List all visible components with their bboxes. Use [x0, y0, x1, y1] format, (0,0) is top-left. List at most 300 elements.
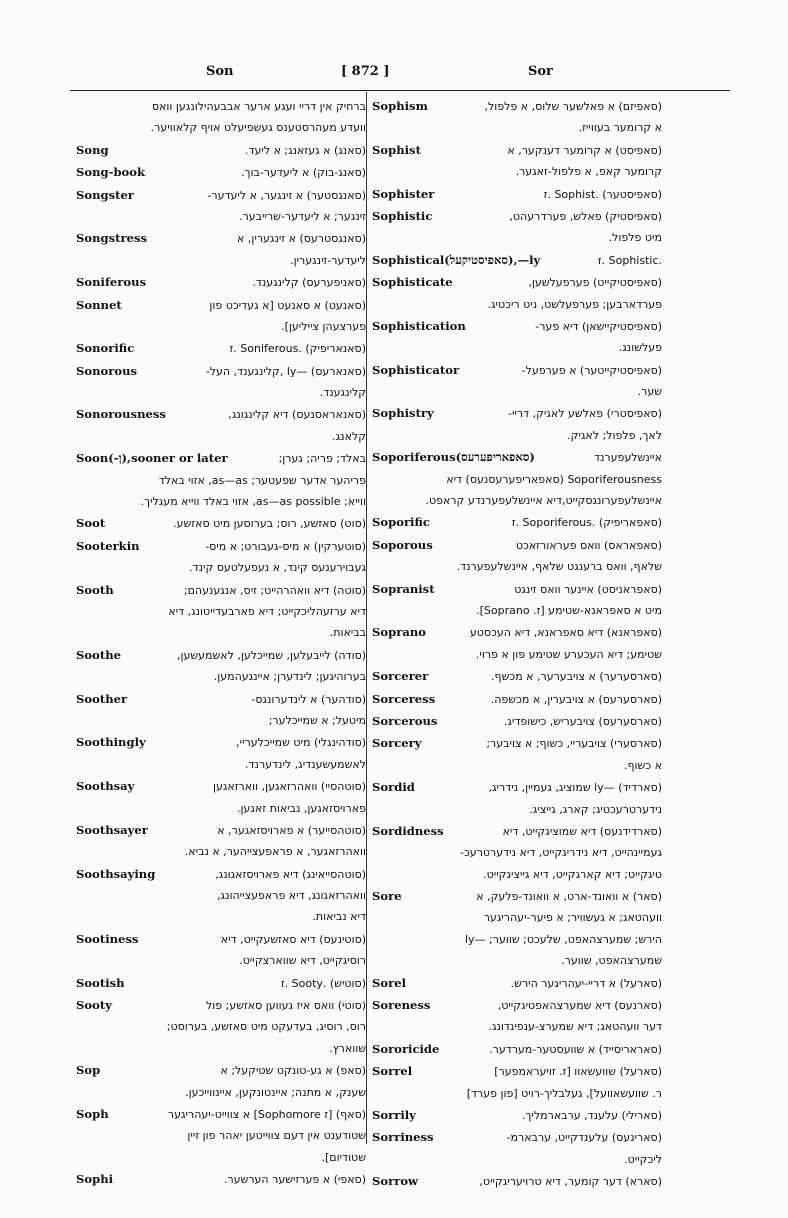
entry-line	[76, 776, 366, 797]
dictionary-entry	[76, 1060, 366, 1103]
dictionary-entry	[76, 96, 366, 139]
definition-text: וואהרזאגער, א פראפעצייהער, א נביא.	[184, 845, 366, 859]
headword: Soon(-ן),sooner or later	[76, 451, 228, 466]
entry-line	[76, 885, 366, 906]
dictionary-entry	[372, 1105, 662, 1126]
definition-text: (סארדיד) —ly שמוציג, געמיין, נידריג,	[488, 781, 662, 795]
definition-text: א כשוף.	[624, 758, 662, 772]
definition-text: (סאפיזם) א פאלשער שלוס, א פלפול,	[484, 100, 662, 113]
entry-line	[372, 403, 662, 424]
definition-text: (סוטיש) .Sooty .ז	[280, 976, 366, 990]
entry-line	[76, 557, 366, 578]
entry-line	[372, 184, 662, 205]
entry-line	[76, 536, 366, 557]
headword: Sophister	[372, 186, 435, 201]
header-left-guide-word: Son	[206, 64, 234, 79]
dictionary-entry	[372, 1127, 662, 1170]
definition-text: (סאפיסטיק) פאלש, פערדרעהט,	[509, 209, 662, 223]
definition-text: בערוהיגען; לינדערן; איינגעהמען.	[213, 670, 366, 684]
definition-text: (סארילי) עלענד, ערבארמליך.	[522, 1108, 662, 1122]
headword: Sophistry	[372, 406, 434, 421]
headword: Songstress	[76, 231, 148, 246]
entry-line	[76, 140, 366, 161]
page-number: [ 872 ]	[341, 64, 390, 79]
dictionary-entry	[76, 404, 366, 447]
definition-text: רוסיגקייט, דיא שווארצקייט.	[239, 954, 366, 968]
dictionary-entry	[76, 140, 366, 161]
header-rule	[70, 90, 730, 91]
entry-line	[372, 294, 662, 315]
page-header	[96, 62, 706, 84]
entry-line	[76, 950, 366, 971]
entry-line	[372, 1083, 662, 1104]
entry-line	[76, 162, 366, 183]
entry-line	[372, 821, 662, 842]
entry-line	[372, 755, 662, 776]
entry-line	[76, 206, 366, 227]
entry-line	[372, 1016, 662, 1037]
entry-line	[76, 228, 366, 249]
definition-text: (סאראריסייד) א שוועסטער-מערדער.	[489, 1042, 662, 1056]
definition-text: קלינגענד.	[319, 386, 366, 400]
entry-line	[372, 1127, 662, 1148]
entry-line	[372, 886, 662, 907]
entry-line	[372, 600, 662, 621]
dictionary-entry	[76, 732, 366, 775]
headword: Sororicide	[372, 1041, 440, 1056]
definition-text: ר. שוועשאוועל], געלבליך-רויט [פון פערד]	[466, 1086, 662, 1100]
headword: Sophistical(סאפיסטיקעל),—ly	[372, 252, 541, 267]
entry-line	[76, 580, 366, 601]
entry-line	[372, 689, 662, 710]
entry-line	[76, 491, 366, 512]
definition-text: (סאפיסט) א קרומער דענקער, א	[507, 143, 662, 157]
dictionary-entry	[372, 316, 662, 359]
dictionary-entry	[372, 579, 662, 622]
definition-text: וואהרזאגונג, דיא פראפעצייהונג,	[217, 889, 366, 903]
dictionary-entry	[76, 995, 366, 1059]
dictionary-entry	[372, 973, 662, 994]
definition-text: (סאנגסטרעס) א זינגערין, א	[237, 232, 366, 246]
definition-text: .Sophistic .ז	[597, 253, 662, 267]
dictionary-entry	[372, 96, 662, 139]
entry-line	[372, 425, 662, 446]
definition-text: פריהער אדער שפעטער; as—as, אזוי באלד	[158, 473, 366, 487]
headword: Sophistication	[372, 318, 466, 333]
entry-line	[76, 995, 366, 1016]
entry-line	[76, 1060, 366, 1081]
definition-text: נידערטרעכטיג; קארג, גייציג.	[529, 802, 662, 816]
definition-text: (סאנג-בוק) א ליעדער-בוך.	[241, 166, 366, 180]
headword: Soothsay	[76, 779, 135, 794]
definition-text: (סארא) דער קומער, דיא טרויעריגקייט,	[479, 1175, 662, 1189]
headword: Sophist	[372, 142, 421, 157]
headword: Soothsaying	[76, 866, 156, 881]
dictionary-entry	[76, 1104, 366, 1168]
definition-text: (סאפיסטער) .Sophist .ז	[543, 187, 662, 201]
dictionary-entry	[372, 272, 662, 315]
dictionary-entry	[372, 184, 662, 205]
definition-text: שטודענט אין דעם צווייטען יאהר פון זיין	[187, 1129, 366, 1143]
headword: Soother	[76, 691, 128, 706]
definition-text: (סוטה) דיא וואהרהייט; זיס, אנגענעהם;	[183, 583, 366, 597]
definition-text: ליכקייט.	[624, 1152, 662, 1166]
definition-text: באלד; פריה; גערן;	[278, 452, 366, 466]
headword: Sooth	[76, 582, 114, 597]
definition-text: מיט א סאפראנא-שטימע [ז. Soprano].	[476, 603, 662, 617]
entry-line	[372, 733, 662, 754]
definition-text: זינגער; א ליעדער-שרייבער.	[239, 209, 366, 223]
entry-line	[372, 666, 662, 687]
entry-line	[76, 666, 366, 687]
entry-line	[372, 799, 662, 820]
headword: Sooty	[76, 998, 112, 1013]
entry-line	[372, 535, 662, 556]
headword: Sophisticator	[372, 362, 460, 377]
headword: Soothingly	[76, 735, 146, 750]
definition-text: (סאר) א וואונד-ארט, א וואונד-פלעק, א	[476, 890, 662, 904]
headword: Sootiness	[76, 931, 139, 946]
entry-line	[76, 732, 366, 753]
definition-text: (סאפיסטרי) פאלשע לאגיק, דריי-	[508, 407, 662, 421]
definition-text: ברחיק אין דריי ועגע ארער אבבעהילונגען וואס	[151, 100, 366, 113]
dictionary-entry	[76, 361, 366, 404]
dictionary-entry	[76, 776, 366, 819]
entry-line	[76, 338, 366, 359]
definition-text: שטודיום].	[321, 1150, 366, 1164]
entry-line	[372, 644, 662, 665]
entry-line	[76, 295, 366, 316]
entry-line	[372, 1105, 662, 1126]
definition-text: פארויסזאגען, נביאות זאגען.	[237, 801, 366, 815]
headword: Sophisticate	[372, 275, 453, 290]
entry-line	[372, 272, 662, 293]
headword: Soothsayer	[76, 822, 148, 837]
entry-line	[372, 973, 662, 994]
definition-text: (סארסערעס) א צויבערין, א מכשפה.	[490, 692, 662, 706]
dictionary-entry	[76, 228, 366, 271]
definition-text: (סאנעט) א סאנעט [א געדיכט פון	[209, 298, 366, 312]
entry-line	[76, 754, 366, 775]
entry-line	[76, 426, 366, 447]
definition-text: מיט פלפול.	[608, 231, 662, 245]
definition-text: (סאפיסטיקייט) פערפעלשען,	[528, 276, 662, 290]
headword: Sonorousness	[76, 407, 166, 422]
headword: Sonorific	[76, 341, 135, 356]
headword: Sooterkin	[76, 538, 140, 553]
entry-line	[76, 448, 366, 469]
headword: Soporiferous(סאפאריפערעס)	[372, 450, 535, 465]
headword: Sonnet	[76, 297, 122, 312]
headword: Soniferous	[76, 275, 147, 290]
headword: Soph	[76, 1106, 109, 1121]
entry-line	[372, 140, 662, 161]
definition-text: (סאנארעס) —ly ,קלינגענד, העל-	[205, 364, 366, 378]
definition-text: (סוטערקין) א מיס-געבורט; א מיס-	[205, 539, 366, 553]
headword: Song	[76, 142, 109, 157]
headword: Sopranist	[372, 581, 435, 596]
definition-text: (סודהינגלי) מיט שמייכלעריי,	[236, 736, 366, 750]
definition-text: א קרומער בעווייז.	[578, 121, 662, 135]
definition-text: (סארדידנעס) דיא שמוציגקייט, דיא	[502, 824, 662, 838]
entry-line	[372, 250, 662, 271]
entry-line	[372, 360, 662, 381]
entry-line	[76, 470, 366, 491]
definition-text: (סוטינעס) דיא סאזשעקייט, דיא	[220, 932, 366, 946]
entry-line	[372, 512, 662, 533]
definition-text: (סארסערער) א צויבערער, א מכשף.	[491, 670, 662, 684]
dictionary-entry	[76, 162, 366, 183]
entry-line	[372, 1061, 662, 1082]
definition-text: (סאפי) א פערזישער הערשער.	[223, 1173, 366, 1187]
definition-text: שער.	[637, 385, 662, 399]
entry-line	[76, 117, 366, 138]
headword: Songster	[76, 187, 135, 202]
headword: Soot	[76, 516, 106, 531]
dictionary-entry	[372, 777, 662, 820]
definition-text: שענק, א מתנה; איינטונקען, איינווייכען.	[185, 1085, 366, 1099]
definition-text: (סוטהסיי) וואהרזאגען, ווארזאגען	[212, 780, 366, 794]
dictionary-entry	[372, 1061, 662, 1104]
headword: Sorcery	[372, 736, 422, 751]
headword: Sophi	[76, 1172, 114, 1187]
entry-line	[76, 185, 366, 206]
entry-line	[76, 96, 366, 117]
dictionary-entry	[76, 820, 366, 863]
entry-line	[76, 1104, 366, 1125]
left-column	[76, 96, 366, 1192]
definition-text: (סארסערעס) צויבעריש, כישופדיג.	[503, 714, 662, 728]
definition-text: (סאפיסטיקייטער) א פערפעל-	[521, 363, 662, 377]
headword: Sop	[76, 1063, 101, 1078]
definition-text: דער וועהטאג; דיא שמערצ-ענפינדונג.	[488, 1020, 662, 1034]
definition-text: (סארעל) שוועשאוו [ז. זויעראמפער]	[494, 1065, 662, 1079]
definition-text: רוס, רוסיג, בעדעקט מיט סאזשע, בערוסט;	[166, 1020, 366, 1034]
definition-text: (סאפאראס) וואס פעראורזאכט	[515, 538, 662, 552]
entry-line	[372, 469, 662, 490]
entry-line	[76, 973, 366, 994]
entry-line	[372, 381, 662, 402]
dictionary-entry	[372, 622, 662, 665]
dictionary-entry	[76, 929, 366, 972]
entry-line	[372, 864, 662, 885]
headword: Song-book	[76, 165, 146, 180]
entry-line	[372, 950, 662, 971]
entry-line	[372, 227, 662, 248]
entry-line	[76, 1169, 366, 1190]
headword: Sorel	[372, 975, 406, 990]
dictionary-entry	[372, 711, 662, 732]
dictionary-entry	[76, 864, 366, 928]
definition-text: (סאפראניסט) איינער וואס זינגט	[514, 582, 662, 596]
entry-line	[76, 272, 366, 293]
definition-text: (סאנאריפיק) .Soniferous .ז	[229, 342, 366, 356]
definition-text: (סאניפערעס) קלינגענד.	[252, 276, 366, 290]
entry-line	[372, 995, 662, 1016]
headword: Soporous	[372, 537, 433, 552]
definition-text: טיגקייט; דיא קארגקייט, דיא גייציגקייט.	[483, 867, 662, 881]
definition-text: געבוירענעס קינד, א נעפעלטעס קינד.	[189, 561, 366, 575]
dictionary-entry	[372, 360, 662, 403]
headword: Sorcerer	[372, 669, 429, 684]
entry-line	[372, 1149, 662, 1170]
definition-text: פערדארבען; פערפעלשט, ניט ריכטיג.	[487, 297, 662, 311]
entry-line	[76, 316, 366, 337]
dictionary-entry	[76, 295, 366, 338]
definition-text: שטימע; דיא העכערע שטימע פון א פרוי.	[475, 647, 662, 661]
headword: Sophistic	[372, 208, 433, 223]
definition-text: הירש; שמערצהאפט, שלעכט; שווער; —ly	[464, 932, 662, 946]
entry-line	[76, 404, 366, 425]
entry-line	[76, 250, 366, 271]
entry-line	[76, 1082, 366, 1103]
definition-text: (סאפאריפיק) .Soporiferous .ז	[511, 516, 662, 530]
dictionary-entry	[372, 206, 662, 249]
entry-line	[76, 906, 366, 927]
definition-text: (סוט) סאזשע, רוס; בערוסען מיט סאזשע.	[173, 517, 366, 531]
headword: Sonorous	[76, 363, 138, 378]
entry-line	[372, 337, 662, 358]
definition-text: קלאנג.	[332, 429, 366, 443]
dictionary-entry	[372, 733, 662, 776]
definition-text: מיטעל; א שמייכלער;	[268, 713, 366, 727]
dictionary-entry	[76, 1169, 366, 1190]
definition-text: לאשמעשענדיג, לינדערנד.	[245, 757, 366, 771]
dictionary-entry	[76, 536, 366, 579]
definition-text: דיא ערזעהליכקייט; דיא פארבעדייטונג, דיא	[168, 604, 366, 618]
headword: Sordid	[372, 780, 415, 795]
definition-text: שלאף, וואס ברענגט שלאף, איינשלעפערנד.	[456, 560, 662, 574]
entry-line	[372, 907, 662, 928]
entry-line	[372, 1039, 662, 1060]
dictionary-entry	[76, 580, 366, 644]
entry-line	[372, 117, 662, 138]
entry-line	[76, 929, 366, 950]
definition-text: קרומער קאפ, א פלפול-זאגער.	[515, 165, 662, 179]
definition-text: Soporiferousness (סאפאריפערעסנעס) דיא	[446, 472, 662, 486]
definition-text: (סאפ) א גע-טונקט שטיקעל; א	[220, 1064, 366, 1078]
definition-text: געמיינהייט, דיא נידריגקייט, דיא נידערטרעכ-	[460, 846, 662, 860]
definition-text: (סאנגסטער) א זינגער, א ליעדער-	[207, 188, 366, 202]
definition-text: פערצעהן צייליען].	[281, 319, 366, 333]
definition-text: (סאף) [ז Sophomore] א צווייט-יעהריגער	[167, 1107, 366, 1121]
entry-line	[76, 601, 366, 622]
definition-text: בביאות.	[329, 626, 366, 640]
definition-text: (סארעל) א דריי-יעהריגער הירש.	[510, 976, 662, 990]
right-column	[372, 96, 662, 1194]
dictionary-entry	[372, 535, 662, 578]
definition-text: ווייא; as—as possible, אזוי באלד ווייא מעגליך.	[140, 495, 366, 509]
dictionary-entry	[372, 140, 662, 183]
dictionary-entry	[372, 1171, 662, 1192]
headword: Soprano	[372, 625, 426, 640]
definition-text: (סאנאראסנעס) דיא קלינגונג,	[228, 408, 366, 422]
definition-text: (סוטהסייער) א פארויסזאגער, א	[217, 823, 366, 837]
entry-line	[372, 447, 662, 468]
headword: Soreness	[372, 998, 431, 1013]
entry-line	[76, 361, 366, 382]
entry-line	[372, 1171, 662, 1192]
entry-line	[76, 645, 366, 666]
entry-line	[372, 711, 662, 732]
dictionary-entry	[372, 1039, 662, 1060]
definition-text: לאך, פלפול; לאגיק.	[567, 428, 662, 442]
dictionary-entry	[372, 447, 662, 511]
definition-text: (סוטהסייאינג) דיא פארויסזאגונג,	[215, 867, 366, 881]
headword: Sorcerous	[372, 713, 438, 728]
definition-text: פעלשונג.	[618, 341, 662, 355]
entry-line	[372, 161, 662, 182]
headword: Sorrily	[372, 1107, 416, 1122]
entry-line	[372, 777, 662, 798]
entry-line	[76, 689, 366, 710]
definition-text: וועהטאג; א געשוויר; א פיער-יעהריגער	[483, 911, 662, 925]
dictionary-entry	[372, 689, 662, 710]
entry-line	[372, 206, 662, 227]
headword: Sordidness	[372, 823, 444, 838]
definition-text: (סאפראנא) דיא סאפראנא, דיא העכסטע	[469, 626, 662, 640]
definition-text: (סארנעס) דיא שמערצהאפטיגקייט,	[497, 999, 662, 1013]
entry-line	[372, 842, 662, 863]
dictionary-entry	[372, 403, 662, 446]
dictionary-entry	[372, 250, 662, 271]
dictionary-entry	[372, 821, 662, 885]
header-right-guide-word: Sor	[528, 64, 553, 79]
dictionary-entry	[372, 886, 662, 972]
entry-line	[76, 1147, 366, 1168]
definition-text: ליעדער-זינגערין.	[290, 253, 366, 267]
entry-line	[76, 820, 366, 841]
entry-line	[372, 556, 662, 577]
definition-text: איינשלעפערונגסקייט,דיא איינשלעפערנדע קראפט.	[425, 494, 662, 508]
dictionary-entry	[76, 645, 366, 688]
headword: Sophism	[372, 99, 428, 113]
definition-text: איינשלעפערנד	[594, 451, 662, 465]
entry-line	[76, 513, 366, 534]
entry-line	[372, 622, 662, 643]
dictionary-entry	[372, 666, 662, 687]
headword: Sorceress	[372, 691, 436, 706]
definition-text: (סאנג) א געזאנג; א ליעד.	[244, 143, 366, 157]
definition-text: (סארינעס) עלענדקייט, ערבארמ-	[506, 1131, 662, 1145]
entry-line	[76, 1038, 366, 1059]
entry-line	[76, 710, 366, 731]
entry-line	[372, 316, 662, 337]
headword: Sorriness	[372, 1130, 434, 1145]
entry-line	[76, 382, 366, 403]
entry-line	[372, 490, 662, 511]
entry-line	[76, 1125, 366, 1146]
definition-text: (סאפיסטיקיישאן) דיא פער-	[535, 319, 662, 333]
column-divider	[366, 92, 367, 1144]
entry-line	[76, 841, 366, 862]
dictionary-entry	[372, 512, 662, 533]
entry-line	[76, 864, 366, 885]
dictionary-entry	[76, 513, 366, 534]
headword: Sorrow	[372, 1174, 419, 1189]
headword: Sootish	[76, 975, 125, 990]
definition-text: (סודה) לייבעלען, שמייכלען, לאשמעשען,	[176, 648, 366, 662]
dictionary-entry	[76, 448, 366, 512]
entry-line	[372, 929, 662, 950]
dictionary-entry	[76, 338, 366, 359]
entry-line	[372, 579, 662, 600]
headword: Soothe	[76, 647, 121, 662]
definition-text: שווארץ.	[329, 1041, 366, 1055]
entry-line	[372, 96, 662, 117]
definition-text: (סוטי) וואס איז געווען סאזשע; פול	[206, 999, 366, 1013]
definition-text: (סודהער) א לינדערונגס-	[251, 692, 366, 706]
